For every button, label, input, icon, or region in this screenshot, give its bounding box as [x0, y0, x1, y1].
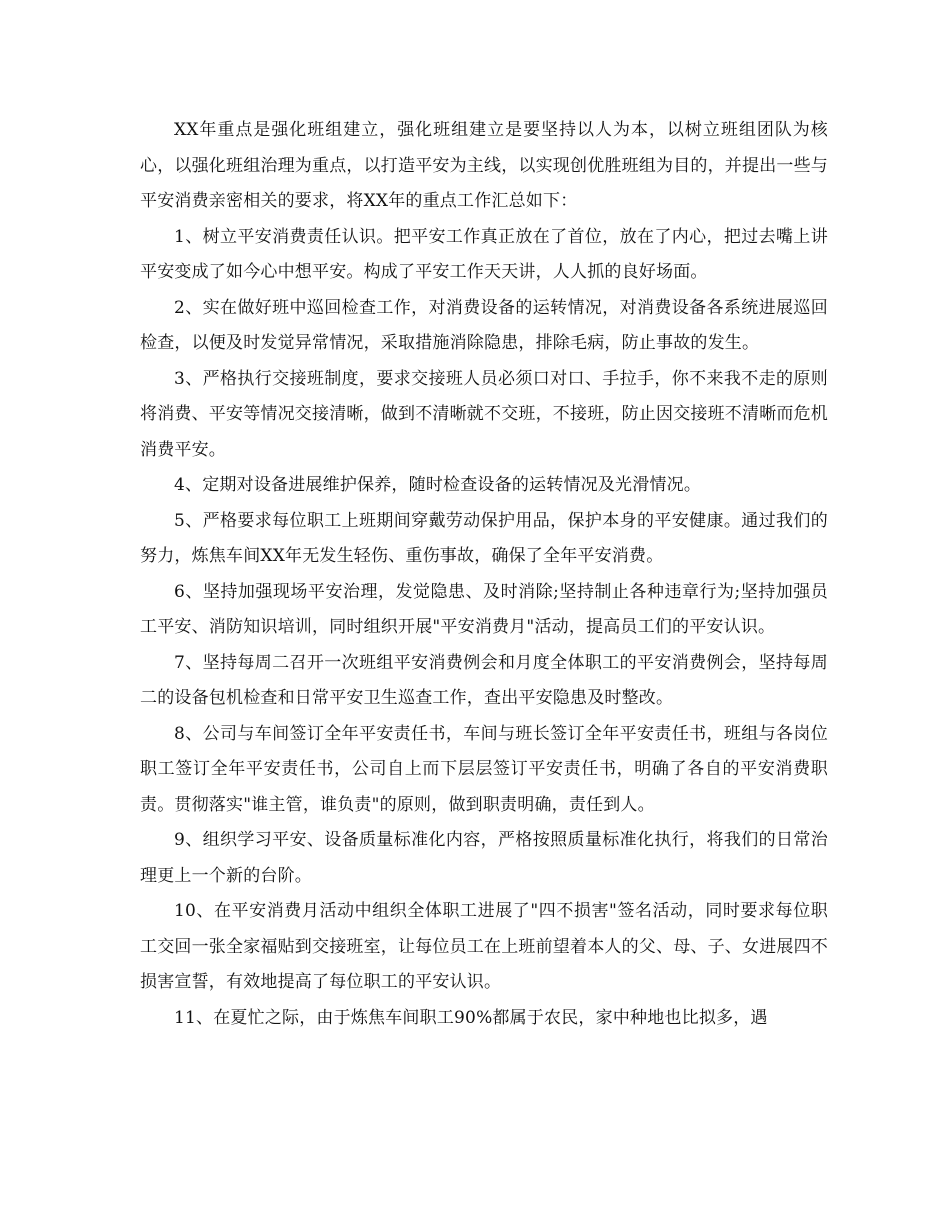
paragraph-item-11: 11、在夏忙之际，由于炼焦车间职工90%都属于农民，家中种地也比拟多，遇	[174, 1007, 768, 1028]
paragraph-item-9: 9、组织学习平安、设备质量标准化内容，严格按照质量标准化执行，将我们的日常治理更上一个新的台阶。	[140, 830, 828, 886]
paragraph-item-7: 7、坚持每周二召开一次班组平安消费例会和月度全体职工的平安消费例会，坚持每周二的设备包机检查和日常平安卫生巡查工作，查出平安隐患及时整改。	[140, 652, 828, 708]
paragraph-item-10: 10、在平安消费月活动中组织全体职工进展了"四不损害"签名活动，同时要求每位职工交回一张全家福贴到交接班室，让每位员工在上班前望着本人的父、母、子、女进展四不损害宣誓，有效地提高了每位职工的平安认识。	[140, 901, 828, 992]
paragraph-item-5: 5、严格要求每位职工上班期间穿戴劳动保护用品，保护本身的平安健康。通过我们的努力，炼焦车间XX年无发生轻伤、重伤事故，确保了全年平安消费。	[140, 510, 828, 566]
document-body	[140, 113, 828, 1036]
paragraph-item-1: 1、树立平安消费责任认识。把平安工作真正放在了首位，放在了内心，把过去嘴上讲平安变成了如今心中想平安。构成了平安工作天天讲，人人抓的良好场面。	[140, 226, 828, 282]
paragraph-intro: XX年重点是强化班组建立，强化班组建立是要坚持以人为本，以树立班组团队为核心，以强化班组治理为重点，以打造平安为主线，以实现创优胜班组为目的，并提出一些与平安消费亲密相关的要求，将XX年的重点工作汇总如下：	[140, 120, 828, 211]
paragraph-item-4: 4、定期对设备进展维护保养，随时检查设备的运转情况及光滑情况。	[174, 475, 702, 495]
paragraph-item-6: 6、坚持加强现场平安治理，发觉隐患、及时消除;坚持制止各种违章行为;坚持加强员工平安、消防知识培训，同时组织开展"平安消费月"活动，提高员工们的平安认识。	[140, 581, 828, 637]
paragraph-item-8: 8、公司与车间签订全年平安责任书，车间与班长签订全年平安责任书，班组与各岗位职工签订全年平安责任书，公司自上而下层层签订平安责任书，明确了各自的平安消费职责。贯彻落实"谁主管，谁负责"的原则，做到职责明确，责任到人。	[140, 723, 828, 815]
paragraph-item-3: 3、严格执行交接班制度，要求交接班人员必须口对口、手拉手，你不来我不走的原则将消费、平安等情况交接清晰，做到不清晰就不交班，不接班，防止因交接班不清晰而危机消费平安。	[140, 368, 828, 460]
paragraph-item-2: 2、实在做好班中巡回检查工作，对消费设备的运转情况，对消费设备各系统进展巡回检查，以便及时发觉异常情况，采取措施消除隐患，排除毛病，防止事故的发生。	[140, 297, 828, 353]
